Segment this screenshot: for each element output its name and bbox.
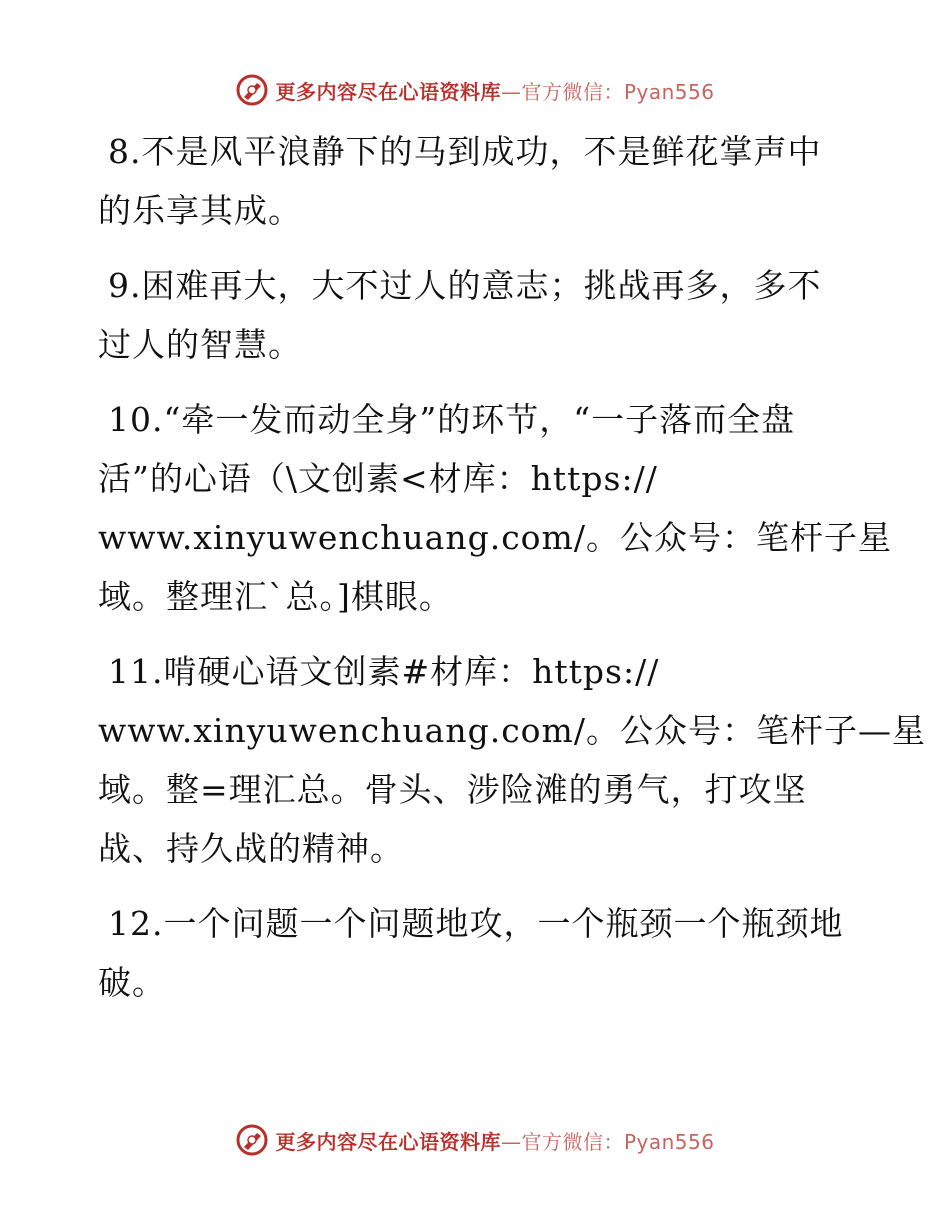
- paragraph-line: www.xinyuwenchuang.com/。公众号：笔杆子星: [98, 518, 892, 557]
- paragraph-line: www.xinyuwenchuang.com/。公众号：笔杆子—星: [98, 711, 926, 750]
- header-banner-text: [275, 76, 714, 105]
- footer-banner: [0, 1120, 950, 1160]
- paragraph-line: 战、持久战的精神。: [98, 829, 404, 868]
- document-body: [98, 122, 926, 1028]
- paragraph-line: 过人的智慧。: [98, 325, 302, 364]
- footer-banner-sub-text: —官方微信：Pyan556: [500, 1129, 715, 1154]
- paragraph-line: 的乐享其成。: [98, 191, 302, 230]
- paragraph-line: 8.不是风平浪静下的马到成功，不是鲜花掌声中: [108, 132, 822, 171]
- paragraph-line: 12.一个问题一个问题地攻，一个瓶颈一个瓶颈地: [108, 904, 844, 943]
- paragraph-12: [98, 894, 858, 1012]
- red-circle-logo-icon: [235, 1123, 269, 1157]
- paragraph-line: 破。: [98, 963, 166, 1002]
- paragraph-10: [98, 390, 892, 626]
- paragraph-line: 10.“牵一发而动全身”的环节，“一子落而全盘: [108, 400, 796, 439]
- paragraph-line: 活”的心语（\文创素<材库：https://: [98, 459, 658, 498]
- header-banner-main-text: 更多内容尽在心语资料库: [275, 79, 501, 104]
- header-banner-sub-text: —官方微信：Pyan556: [500, 79, 715, 104]
- paragraph-9: [98, 256, 858, 374]
- paragraph-line: 域。整=理汇总。骨头、涉险滩的勇气，打攻坚: [98, 770, 807, 809]
- paragraph-line: 11.啃硬心语文创素#材库：https://: [108, 652, 660, 691]
- header-banner: [0, 70, 950, 110]
- red-circle-logo-icon: [235, 73, 269, 107]
- paragraph-line: 9.困难再大，大不过人的意志；挑战再多，多不: [108, 266, 822, 305]
- footer-banner-main-text: 更多内容尽在心语资料库: [275, 1129, 501, 1154]
- paragraph-11: [98, 642, 926, 878]
- paragraph-line: 域。整理汇`总。]棋眼。: [98, 577, 453, 616]
- paragraph-8: [98, 122, 858, 240]
- footer-banner-text: [275, 1126, 714, 1155]
